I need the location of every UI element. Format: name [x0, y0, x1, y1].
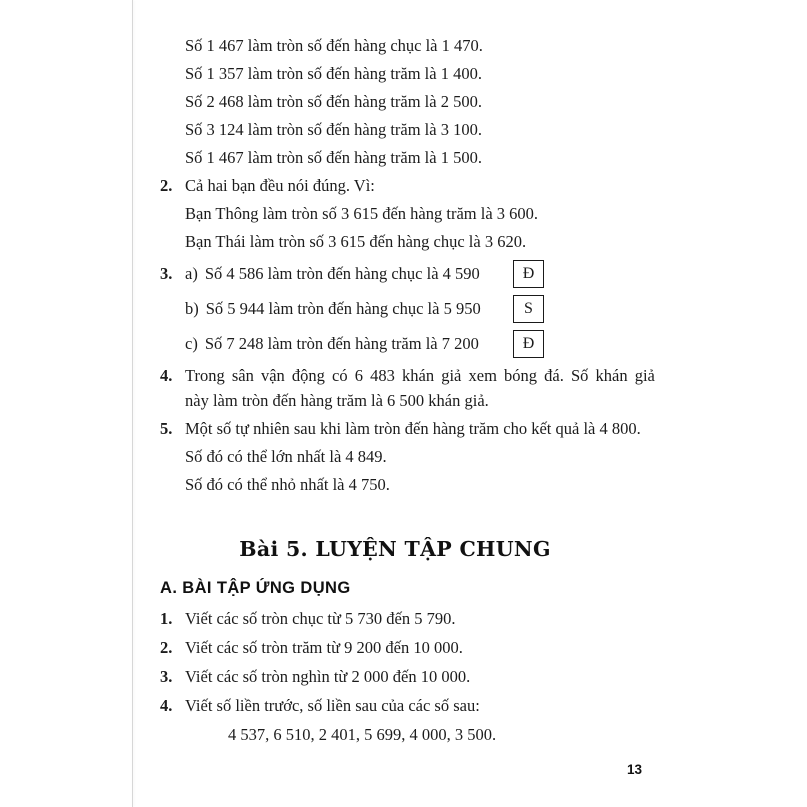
item-text: Một số tự nhiên sau khi làm tròn đến hàng trăm cho kết quả là 4 800.: [185, 419, 641, 438]
item-text: Viết các số tròn nghìn từ 2 000 đến 10 000.: [185, 667, 471, 686]
page-number: 13: [627, 762, 643, 777]
answer-box: Đ: [513, 260, 544, 288]
item-number: 1.: [160, 609, 173, 628]
exercise-4: [160, 691, 720, 720]
part-label: a): [185, 264, 198, 283]
item-number: 3.: [160, 667, 173, 686]
answer-item-5: [160, 415, 720, 443]
answer-item-4: [160, 363, 720, 388]
item-text: Viết các số tròn trăm từ 9 200 đến 10 000.: [185, 638, 463, 657]
answer-box: S: [513, 295, 544, 323]
item-number: 2.: [160, 176, 173, 195]
item-number: 2.: [160, 638, 173, 657]
exercise-3: [160, 662, 720, 691]
answer-line: Số 1 467 làm tròn số đến hàng trăm là 1 500.: [185, 148, 482, 167]
item-text: Số 7 248 làm tròn đến hàng trăm là 7 200: [204, 334, 479, 353]
exercise-1: [160, 604, 720, 633]
answer-box: Đ: [513, 330, 544, 358]
item-text: Số 4 586 làm tròn đến hàng chục là 4 590: [204, 264, 480, 283]
answer-item-2: [160, 172, 720, 200]
part-label: b): [185, 299, 199, 318]
answer-line: Số 2 468 làm tròn số đến hàng trăm là 2 500.: [185, 92, 482, 111]
answer-item-3-part-c: [160, 326, 720, 361]
answer-line: Số đó có thể nhỏ nhất là 4 750.: [185, 475, 390, 494]
item-text: Viết số liền trước, số liền sau của các số sau:: [185, 696, 480, 715]
item-text: Số 5 944 làm tròn đến hàng chục là 5 950: [205, 299, 481, 318]
answer-line: Số 3 124 làm tròn số đến hàng trăm là 3 100.: [185, 120, 482, 139]
section-heading: A. BÀI TẬP ỨNG DỤNG: [160, 579, 351, 597]
answer-line: Bạn Thông làm tròn số 3 615 đến hàng trăm là 3 600.: [185, 204, 539, 223]
exercise-2: [160, 633, 720, 662]
page-fold-line: [132, 0, 133, 807]
item-number: 3.: [160, 264, 173, 283]
item-text: Viết các số tròn chục từ 5 730 đến 5 790.: [185, 609, 456, 628]
item-number: 5.: [160, 419, 173, 438]
item-text: Cả hai bạn đều nói đúng. Vì:: [185, 176, 375, 195]
item-number: 4.: [160, 366, 173, 385]
answer-item-3-part-a: [160, 256, 720, 291]
item-number: 4.: [160, 696, 173, 715]
answer-line: Bạn Thái làm tròn số 3 615 đến hàng chục là 3 620.: [185, 232, 527, 251]
answer-line: Số 1 357 làm tròn số đến hàng trăm là 1 400.: [185, 64, 482, 83]
answer-item-3-part-b: [160, 291, 720, 326]
item-text: Trong sân vận động có 6 483 khán giả xem bóng đá. Số khán giả: [185, 366, 655, 385]
answer-line: Số 1 467 làm tròn số đến hàng chục là 1 470.: [185, 36, 483, 55]
answer-line: Số đó có thể lớn nhất là 4 849.: [185, 447, 387, 466]
answer-line: này làm tròn đến hàng trăm là 6 500 khán giả.: [185, 391, 489, 410]
page-content: [160, 32, 720, 749]
part-label: c): [185, 334, 198, 353]
lesson-title: Bài 5. LUYỆN TẬP CHUNG: [239, 537, 551, 561]
exercise-4-numbers: 4 537, 6 510, 2 401, 5 699, 4 000, 3 500.: [228, 725, 497, 744]
